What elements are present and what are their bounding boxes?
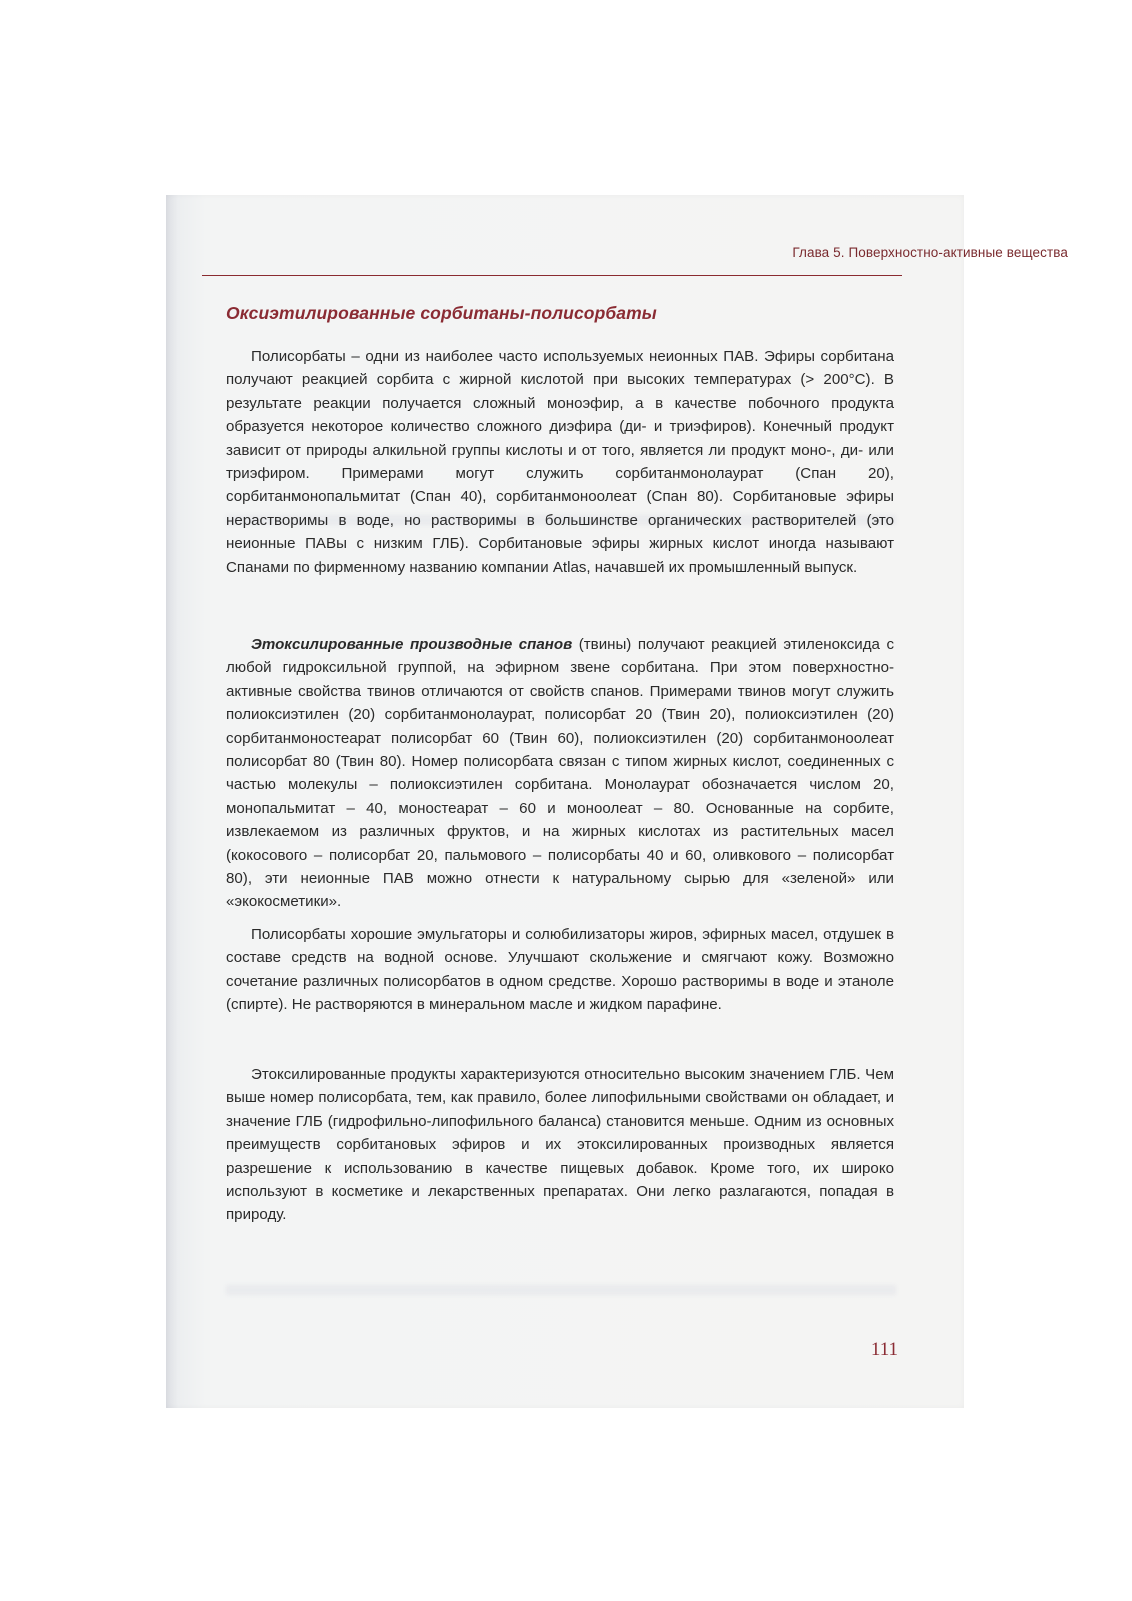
show-through-smudge [226, 1285, 896, 1295]
book-page [166, 195, 1068, 1408]
paragraph-2-text [226, 633, 894, 914]
paragraph-3 [226, 923, 894, 1017]
paragraph-4-text: Этоксилированные продукты характеризуются относительно высоким значением ГЛБ. Чем выше номер полисорбата, тем, как правило, более липофильными свойствами он обладает, и значение ГЛБ (гидрофильно-липофильного баланса) становится меньше. Одним из основных преимуществ сорбитановых эфиров и их этоксилированных производных является разрешение к использованию в качестве пищевых добавок. Кроме того, их широко используют в косметике и лекарственных препаратах. Они легко разлагаются, попадая в природу. [226, 1066, 894, 1224]
paragraph-2 [226, 633, 894, 914]
paragraph-1 [226, 345, 894, 579]
emphasized-term: Этоксилированные производные спанов [251, 636, 573, 653]
header-rule [202, 275, 902, 276]
paragraph-2-body: (твины) получают реакцией этиленоксида с любой гидроксильной группой, на эфирном звене сорбитана. При этом поверхностно-активные свойства твинов отличаются от свойств спанов. Примерами твинов могут служить полиоксиэтилен (20) сорбитанмонолаурат, полисорбат 20 (Твин 20), полиоксиэтилен (20) сорбитанмоностеарат полисорбат 60 (Твин 60), полиоксиэтилен (20) сорбитанмоноолеат полисорбат 80 (Твин 80). Номер полисорбата связан с типом жирных кислот, соединенных с частью молекулы – полиоксиэтилен сорбитана. Монолаурат обозначается числом 20, монопальмитат – 40, моностеарат – 60 и моноолеат – 80. Основанные на сорбите, извлекаемом из различных фруктов, и на жирных кислотах из растительных масел (кокосового – полисорбат 20, пальмового – полисорбаты 40 и 60, оливкового – полисорбат 80), эти неионные ПАВ можно отнести к натуральному сырью для «зеленой» или «экокосметики». [226, 636, 894, 911]
paragraph-4 [226, 1063, 894, 1227]
running-header: Глава 5. Поверхностно-активные вещества [792, 245, 1068, 260]
paragraph-1-text: Полисорбаты – одни из наиболее часто используемых неионных ПАВ. Эфиры сорбитана получают реакцией сорбита с жирной кислотой при высоких температурах (> 200°С). В результате реакции получается сложный моноэфир, а в качестве побочного продукта образуется некоторое количество сложного диэфира (ди- и триэфиров). Конечный продукт зависит от природы алкильной группы кислоты и от того, является ли продукт моно-, ди- или триэфиром. Примерами могут служить сорбитанмонолаурат (Спан 20), сорбитанмонопальмитат (Спан 40), сорбитанмоноолеат (Спан 80). Сорбитановые эфиры нерастворимы в воде, но растворимы в большинстве органических растворителей (это неионные ПАВы с низким ГЛБ). Сорбитановые эфиры жирных кислот иногда называют Спанами по фирменному названию компании Atlas, начавшей их промышленный выпуск. [226, 348, 894, 576]
paragraph-3-text: Полисорбаты хорошие эмульгаторы и солюбилизаторы жиров, эфирных масел, отдушек в составе средств на водной основе. Улучшают скольжение и смягчают кожу. Возможно сочетание различных полисорбатов в одном средстве. Хорошо растворимы в воде и этаноле (спирте). Не растворяются в минеральном масле и жидком парафине. [226, 926, 894, 1014]
section-title: Оксиэтилированные сорбитаны-полисорбаты [226, 303, 657, 323]
page-number: 111 [870, 1339, 898, 1360]
